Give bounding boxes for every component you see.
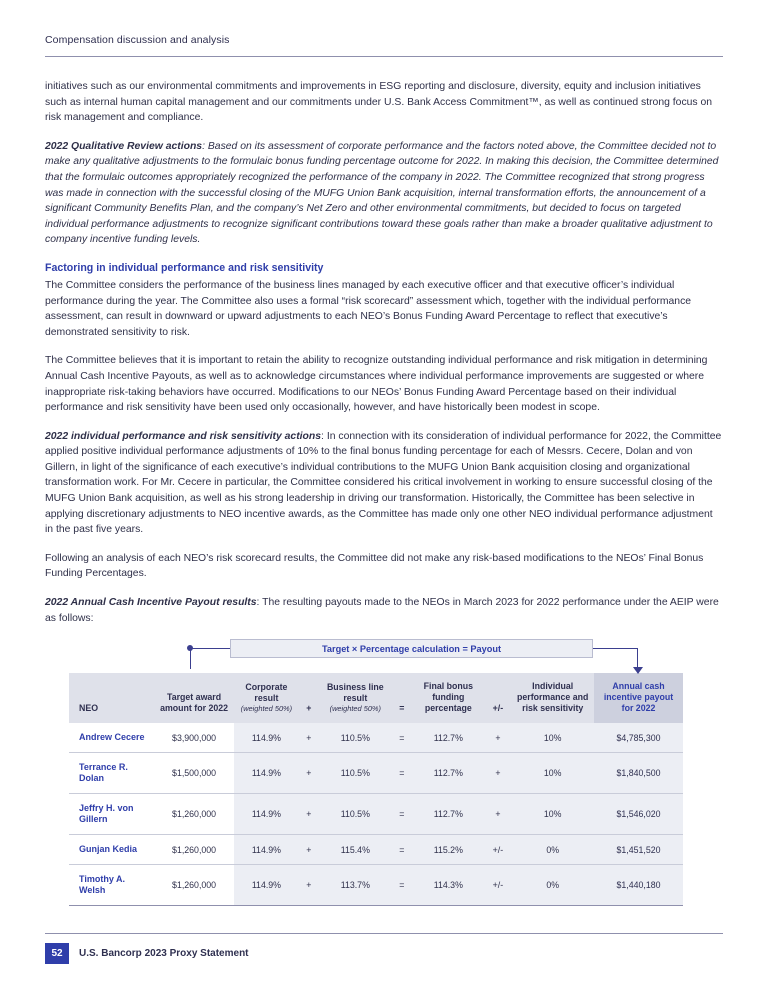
cell-individual-performance: 10%: [511, 723, 594, 753]
cell-final-bonus-percentage: 112.7%: [412, 794, 484, 835]
paragraph-individual-actions: [45, 429, 723, 538]
cell-annual-cash-payout: $1,451,520: [594, 835, 683, 865]
column-header-operator-plusminus: +/-: [484, 673, 511, 723]
paragraph-qualitative-review-rest: : Based on its assessment of corporate performance and the factors noted above, the Committee decided not to make any qualitative adjustments to the formulaic bonus funding percentage outcome for 2022. In making this decision, the Committee determined that the formulaic outcomes appropriately recognized the performance of the company in 2022. The Committee recognized that strong progress was made in connection with the successful closing of the MUFG Union Bank acquisition, internal transformation efforts, the announcement of a significant Community Benefits Plan, and the company’s Net Zero and other environmental commitments, but decided to focus on targeted individual performance adjustments to recognize significant contributions toward these goals rather than make a broader qualitative adjustment to company incentive funding levels.: [45, 140, 719, 246]
cell-neo-name: Terrance R. Dolan: [69, 753, 154, 794]
cell-operator-plus: +: [298, 794, 319, 835]
paragraph-payout-results: [45, 595, 723, 626]
column-header-individual-performance: Individual performance and risk sensitivity: [511, 673, 594, 723]
cell-annual-cash-payout: $1,840,500: [594, 753, 683, 794]
paragraph-individual-actions-lead: 2022 individual performance and risk sensitivity actions: [45, 430, 322, 442]
cell-corporate-result: 114.9%: [234, 794, 298, 835]
cell-individual-performance: 10%: [511, 753, 594, 794]
cell-operator-plusminus: +/-: [484, 835, 511, 865]
page-header: [45, 0, 723, 57]
cell-final-bonus-percentage: 112.7%: [412, 723, 484, 753]
paragraph-committee-believes: The Committee believes that it is important to retain the ability to recognize outstanding individual performance and risk mitigation in determining Annual Cash Incentive Payouts, as well as to acknowledge circumstances where individual performance improvements are suggested or where inappropriate risk-taking behaviors have occurred. Modifications to our NEOs’ Bonus Funding Award Percentage based on their individual performance and risk sensitivity have been used only occasionally, however, and have historically been modest in scope.: [45, 355, 708, 414]
paragraph-payout-results-lead: 2022 Annual Cash Incentive Payout results: [45, 597, 257, 609]
table-row: [69, 753, 683, 794]
cell-business-line-result: 110.5%: [319, 753, 391, 794]
footer-divider: [45, 933, 723, 934]
table-row: [69, 865, 683, 906]
cell-operator-equals: =: [391, 794, 412, 835]
cell-target-award: $1,500,000: [154, 753, 235, 794]
cell-corporate-result: 114.9%: [234, 865, 298, 906]
cell-final-bonus-percentage: 114.3%: [412, 865, 484, 906]
column-header-corporate-result-label: Corporate result: [245, 682, 288, 704]
cell-corporate-result: 114.9%: [234, 753, 298, 794]
column-header-neo: NEO: [69, 673, 154, 723]
paragraph-committee-considers: The Committee considers the performance of the business lines managed by each executive officer and that executive officer’s individual performance during the year. The Committee also uses a formal “risk scorecard” assessment which, together with the individual performance assessment, can result in downward or upward adjustments to each NEO’s Bonus Funding Award Percentage to reflect that executive’s demonstrated sensitivity to risk.: [45, 279, 692, 338]
header-title: Compensation discussion and analysis: [45, 34, 230, 46]
column-header-corporate-result: [234, 673, 298, 723]
cell-operator-plus: +: [298, 753, 319, 794]
table-row: [69, 723, 683, 753]
cell-operator-equals: =: [391, 865, 412, 906]
cell-business-line-result: 110.5%: [319, 723, 391, 753]
bracket-left-stem: [190, 648, 191, 669]
cell-operator-plus: +: [298, 835, 319, 865]
cell-corporate-result: 114.9%: [234, 723, 298, 753]
arrow-down-icon: [633, 667, 643, 674]
column-header-operator-equals: =: [391, 673, 412, 723]
column-header-final-bonus: Final bonus funding percentage: [412, 673, 484, 723]
bracket-right-arm: [593, 648, 638, 649]
cell-operator-equals: =: [391, 723, 412, 753]
column-header-corporate-result-sub: (weighted 50%): [240, 704, 293, 714]
cell-annual-cash-payout: $1,546,020: [594, 794, 683, 835]
payout-table: [69, 673, 683, 906]
paragraph-payout-results-rest: : The resulting payouts made to the NEOs in March 2023 for 2022 performance under the AEIP were as follows:: [45, 597, 719, 624]
calculation-callout: [45, 639, 723, 673]
footer-title: U.S. Bancorp 2023 Proxy Statement: [79, 948, 249, 959]
page-footer: [45, 933, 723, 964]
table-row: [69, 835, 683, 865]
cell-business-line-result: 115.4%: [319, 835, 391, 865]
column-header-annual-cash-payout: Annual cash incentive payout for 2022: [594, 673, 683, 723]
column-header-target-award: Target award amount for 2022: [154, 673, 235, 723]
cell-operator-equals: =: [391, 835, 412, 865]
cell-individual-performance: 0%: [511, 865, 594, 906]
subheading-factoring: Factoring in individual performance and risk sensitivity: [45, 261, 324, 274]
cell-operator-equals: =: [391, 753, 412, 794]
cell-corporate-result: 114.9%: [234, 835, 298, 865]
payout-table-wrapper: [45, 673, 723, 906]
paragraph-qualitative-review: [45, 139, 723, 248]
footer-row: [45, 943, 723, 964]
paragraph-risk-scorecard: Following an analysis of each NEO’s risk scorecard results, the Committee did not make any risk-based modifications to the NEOs’ Final Bonus Funding Percentages.: [45, 552, 704, 580]
column-header-business-line: [319, 673, 391, 723]
cell-individual-performance: 0%: [511, 835, 594, 865]
callout-label: Target × Percentage calculation = Payout: [230, 639, 593, 658]
page-number-badge: 52: [45, 943, 69, 964]
cell-operator-plusminus: +: [484, 723, 511, 753]
cell-final-bonus-percentage: 115.2%: [412, 835, 484, 865]
column-header-business-line-sub: (weighted 50%): [329, 704, 381, 714]
cell-target-award: $1,260,000: [154, 835, 235, 865]
cell-neo-name: Jeffry H. von Gillern: [69, 794, 154, 835]
cell-operator-plusminus: +: [484, 753, 511, 794]
table-row: [69, 794, 683, 835]
cell-operator-plusminus: +: [484, 794, 511, 835]
cell-target-award: $1,260,000: [154, 865, 235, 906]
paragraph-intro: initiatives such as our environmental commitments and improvements in ESG reporting and disclosure, diversity, equity and inclusion initiatives such as internal human capital management and our commitments under U.S. Bank Access Commitment™, as well as continued strong focus on risk management and compliance.: [45, 81, 713, 124]
cell-neo-name: Andrew Cecere: [69, 723, 154, 753]
table-body: [69, 723, 683, 906]
cell-neo-name: Timothy A. Welsh: [69, 865, 154, 906]
paragraph-individual-actions-rest: : In connection with its consideration of individual performance for 2022, the Committee applied positive individual performance adjustments of 10% to the final bonus funding percentage for each of Messrs. Cecere, Dolan and von Gillern, in light of the significance of each executive’s individual contributions to the MUFG Union Bank acquisition closing and organizational transformation work. For Mr. Cecere in particular, the Committee considered his critical involvement in working to ensure successful closing of the MUFG Union Bank acquisition, as well as his strong leadership in driving our transformation. Historically, the Committee has been selective in applying discretionary adjustments to NEO incentive awards, as the Committee has made only one other NEO individual performance adjustment in the past five years.: [45, 430, 722, 536]
column-header-operator-plus: +: [298, 673, 319, 723]
cell-annual-cash-payout: $4,785,300: [594, 723, 683, 753]
cell-business-line-result: 113.7%: [319, 865, 391, 906]
cell-target-award: $3,900,000: [154, 723, 235, 753]
cell-neo-name: Gunjan Kedia: [69, 835, 154, 865]
cell-operator-plusminus: +/-: [484, 865, 511, 906]
column-header-business-line-label: Business line result: [326, 682, 384, 704]
cell-final-bonus-percentage: 112.7%: [412, 753, 484, 794]
cell-operator-plus: +: [298, 723, 319, 753]
paragraph-qualitative-review-lead: 2022 Qualitative Review actions: [45, 140, 203, 152]
cell-business-line-result: 110.5%: [319, 794, 391, 835]
bracket-right-stem: [637, 648, 638, 669]
cell-annual-cash-payout: $1,440,180: [594, 865, 683, 906]
bracket-left-arm: [190, 648, 231, 649]
cell-target-award: $1,260,000: [154, 794, 235, 835]
cell-individual-performance: 10%: [511, 794, 594, 835]
page-content: [45, 57, 723, 906]
cell-operator-plus: +: [298, 865, 319, 906]
table-header-row: [69, 673, 683, 723]
